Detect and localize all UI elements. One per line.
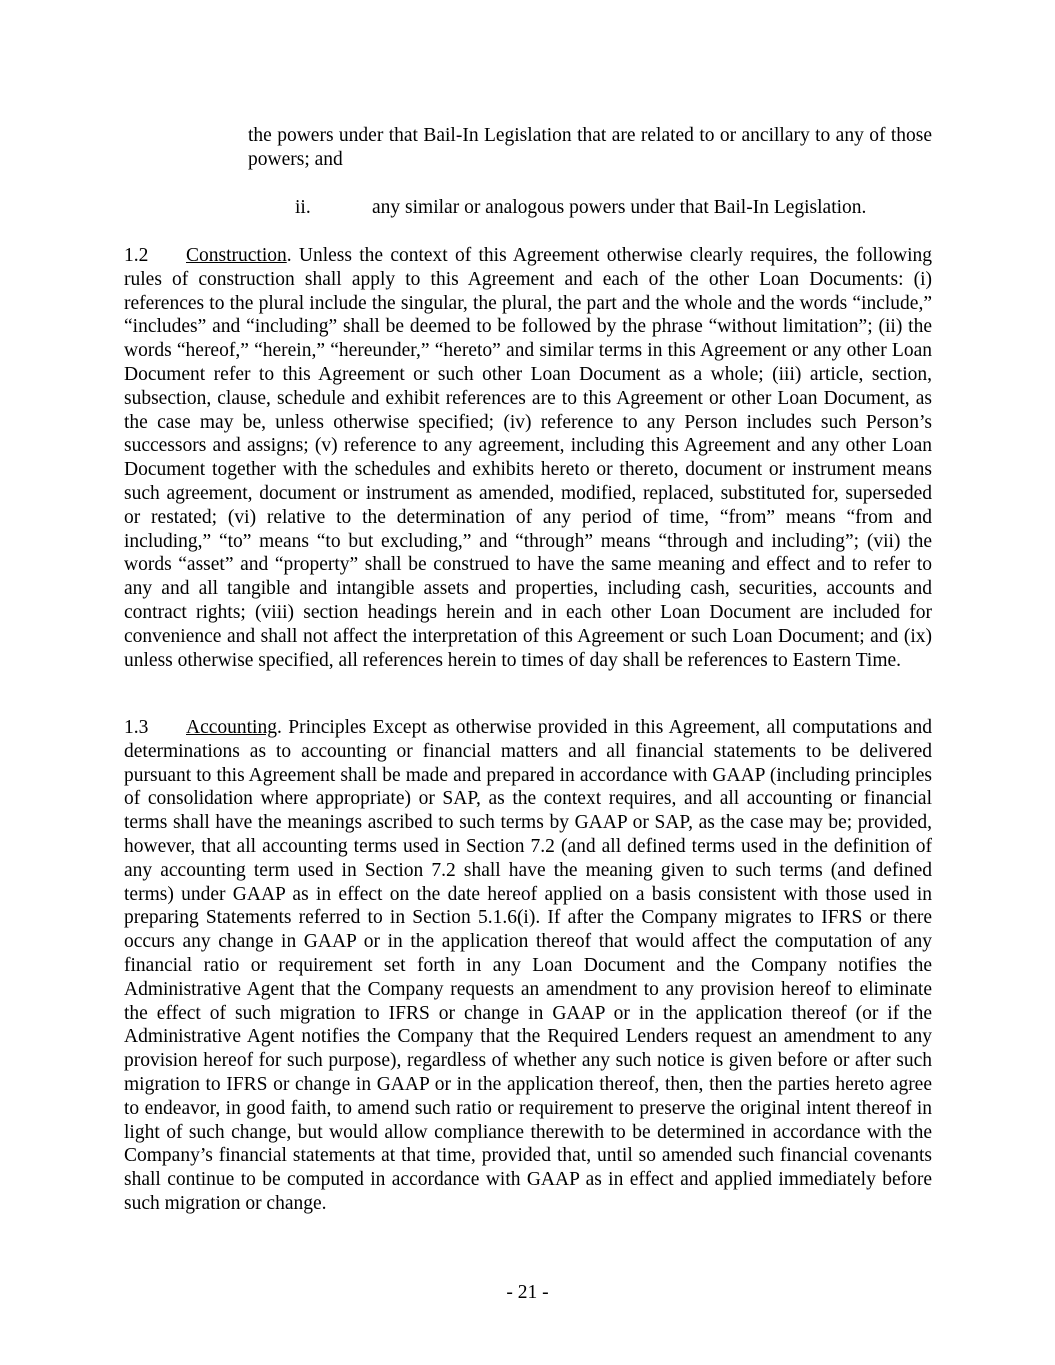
section-heading-period: . (276, 717, 282, 738)
page-number: - 21 - (506, 1282, 549, 1303)
section-heading-period: . (286, 245, 292, 266)
section-body: Unless the context of this Agreement otherwise clearly requires, the following rules of construction shall apply to this Agreement and each of the other Loan Documents: (i) references to the plural include the singular, the plural, the part and the whole and the words “include,” “includes” and “including” shall be deemed to be followed by the phrase “without limitation”; (ii) the words “hereof,” “herein,” “hereunder,” “hereto” and similar terms in this Agreement or any other Loan Document refer to this Agreement or such other Loan Document as a whole; (iii) article, section, subsection, clause, schedule and exhibit references are to this Agreement or other Loan Document, as the case may be, unless otherwise specified; (iv) reference to any Person includes such Person’s successors and assigns; (v) reference to any agreement, including this Agreement and any other Loan Document together with the schedules and exhibits hereto or thereto, document or instrument means such agreement, document or instrument as amended, modified, replaced, substituted for, superseded or restated; (vi) relative to the determination of any period of time, “from” means “from and including,” “to” means “to but excluding,” and “through” means “through and including”; (vii) the words “asset” and “property” shall be construed to have the same meaning and effect and to refer to any and all tangible and intangible assets and properties, including cash, securities, accounts and contract rights; (viii) section headings herein and in each other Loan Document are included for convenience and shall not affect the interpretation of this Agreement or such Loan Document; and (ix) unless otherwise specified, all references herein to times of day shall be references to Eastern Time. (124, 245, 932, 671)
continuation-paragraph: the powers under that Bail-In Legislation that are related to or ancillary to any of those powers; and (248, 125, 932, 170)
section-1-3-paragraph (124, 716, 932, 1216)
section-1-2-paragraph (124, 244, 932, 672)
section-body: Principles Except as otherwise provided in this Agreement, all computations and determinations as to accounting or financial matters and all financial statements to be delivered pursuant to this Agreement shall be made and prepared in accordance with GAAP (including principles of consolidation where appropriate) or SAP, as the context requires, and all accounting or financial terms shall have the meanings ascribed to such terms by GAAP or SAP, as the case may be; provided, however, that all accounting terms used in Section 7.2 (and all defined terms used in the definition of any accounting term used in Section 7.2 shall have the meaning given to such terms (and defined terms) under GAAP as in effect on the date hereof applied on a basis consistent with those used in preparing Statements referred to in Section 5.1.6(i). If after the Company migrates to IFRS or there occurs any change in GAAP or in the application thereof that would affect the computation of any financial ratio or requirement set forth in any Loan Document and the Company notifies the Administrative Agent that the Company requests an amendment to any provision hereof to eliminate the effect of such migration to IFRS or change in GAAP or in the application thereof (or if the Administrative Agent notifies the Company that the Required Lenders request an amendment to any provision hereof for such purpose), regardless of whether any such notice is given before or after such migration to IFRS or change in GAAP or in the application thereof, then, then the parties hereto agree to endeavor, in good faith, to amend such ratio or requirement to preserve the original intent thereof in light of such change, but would allow compliance therewith to be determined in accordance with the Company’s financial statements at that time, provided that, until so amended such financial covenants shall continue to be computed in accordance with GAAP as in effect and applied immediately before such migration or change. (124, 717, 932, 1214)
list-item-text: any similar or analogous powers under that Bail-In Legislation. (372, 197, 867, 218)
section-heading-accounting: Accounting (186, 717, 277, 738)
list-item-number: ii. (295, 197, 311, 218)
section-heading-construction: Construction (186, 245, 287, 266)
section-number: 1.2 (124, 245, 149, 266)
section-number: 1.3 (124, 717, 149, 738)
